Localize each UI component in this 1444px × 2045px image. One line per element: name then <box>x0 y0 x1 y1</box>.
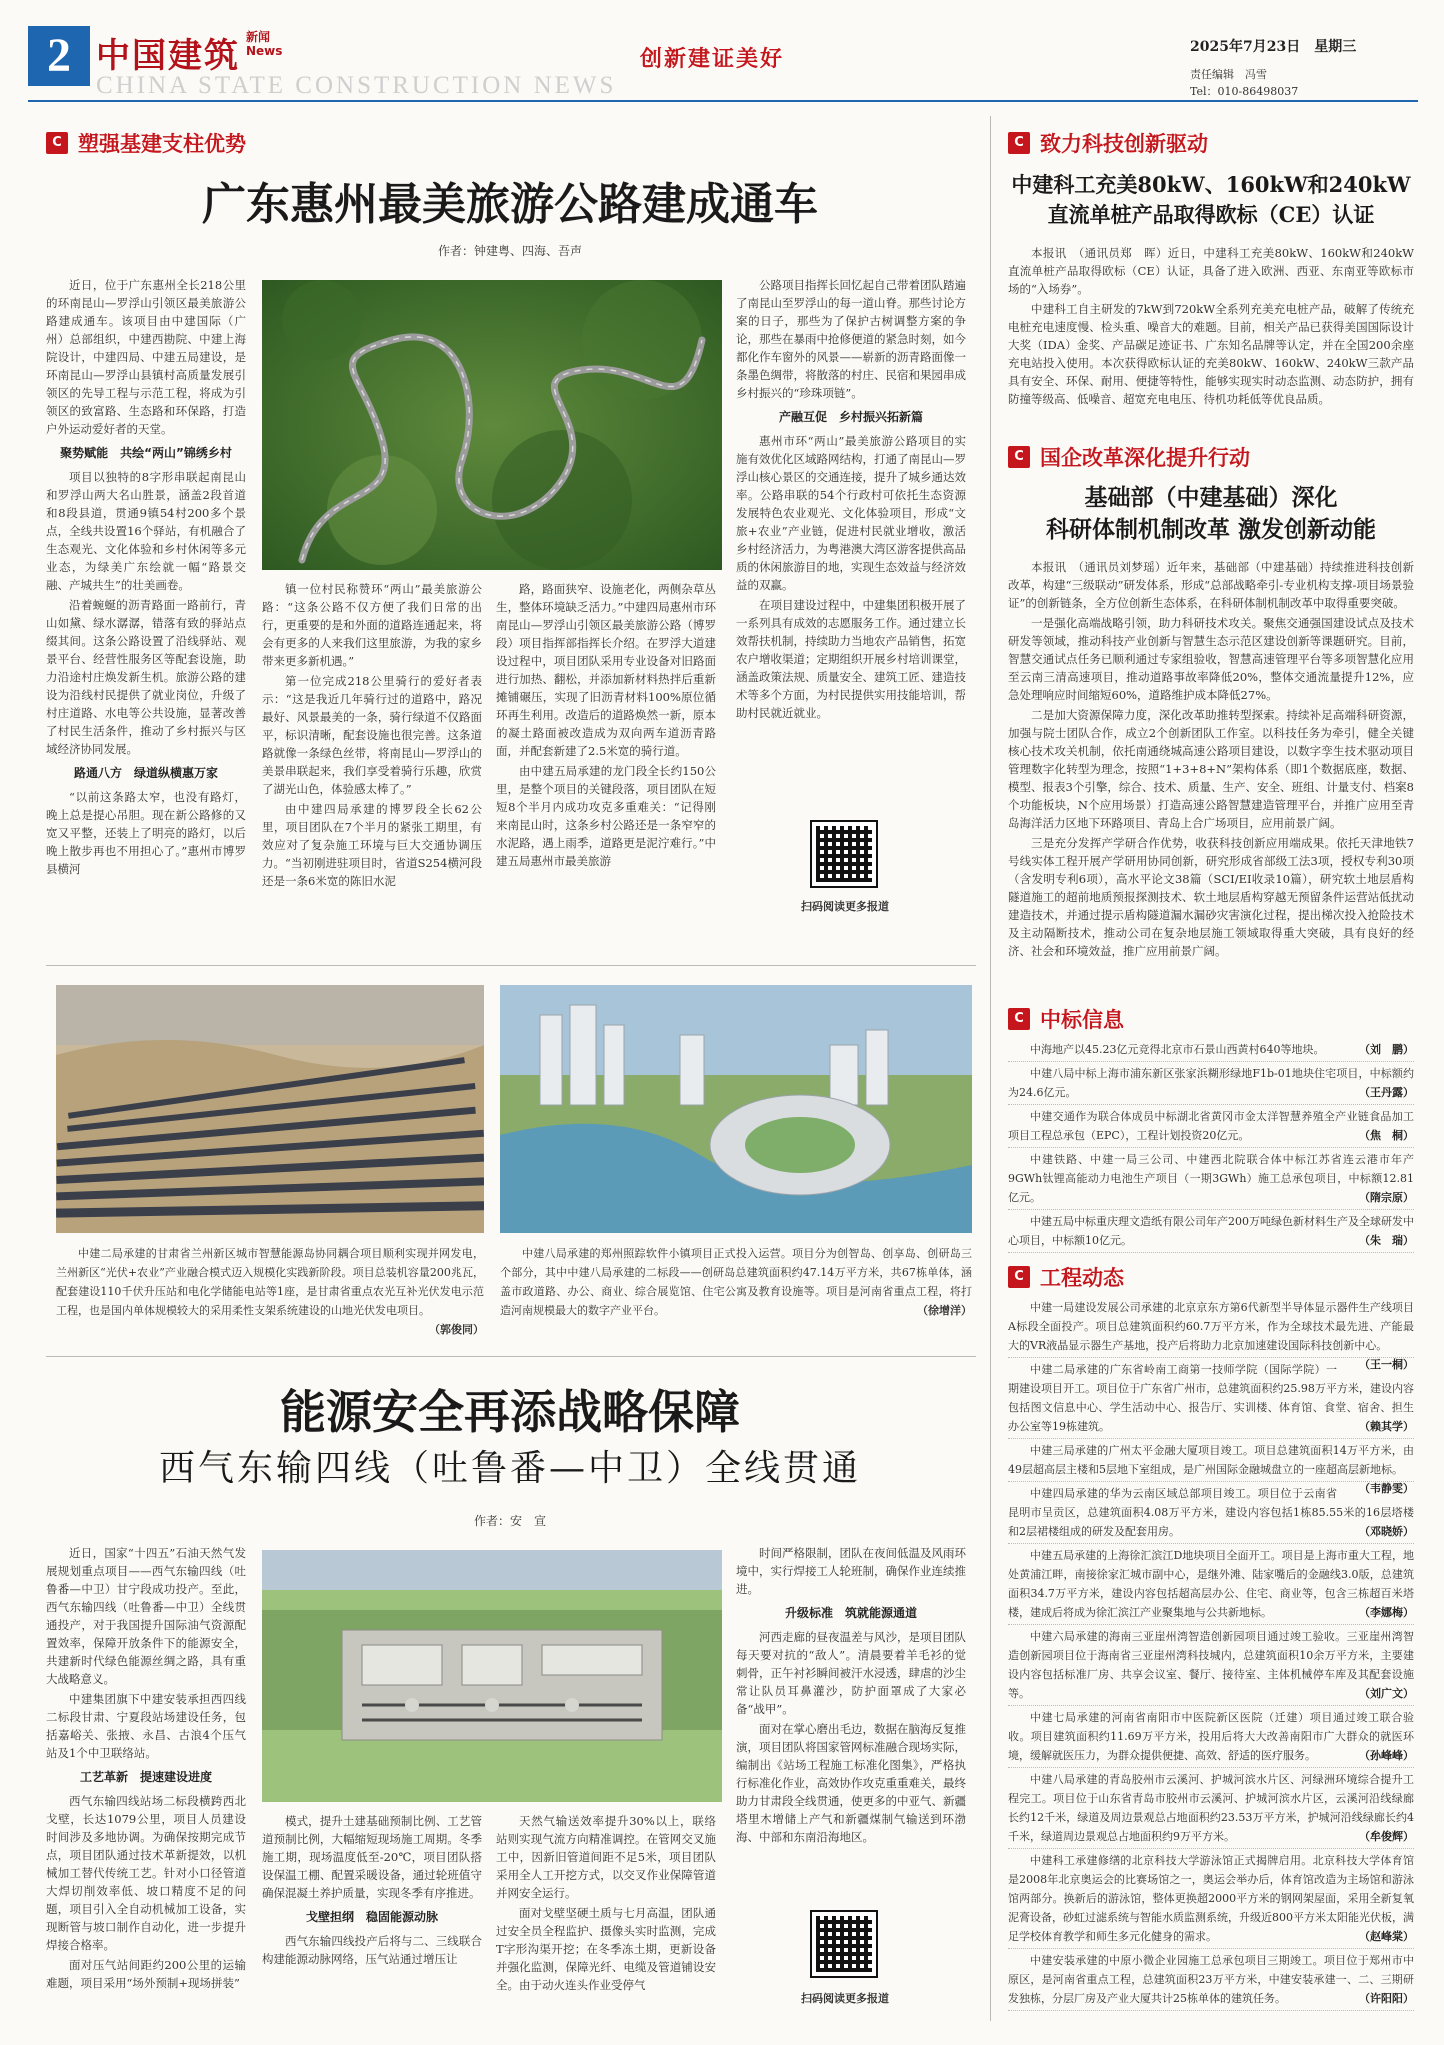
list-item-author: （焦 桐） <box>1359 1129 1414 1142</box>
paragraph: 二是加大资源保障力度，深化改革助推转型探索。持续补足高端科研资源，加强与院士团队合作，成立2个创新团队工作室。以科技任务为牵引，健全关键核心技术攻关机制，依托南通绕城高速公路项目建设，以数字孪生技术驱动项目管理数字化转型为理念，按照“1+3+8+N”架构体系（即1个数据底座，数据、模型、报表3个引擎，综合、技术、质量、生产、安全、班组、计量支付、档案8个功能板块，N个应用场景）打造高速公路智慧建造管理平台，并推广应用至青岛海洋活力区地下环路项目、青岛上合广场项目，应用前景广阔。 <box>1008 708 1414 830</box>
article-column-1 <box>46 1544 246 2024</box>
bid-news-list <box>1008 1040 1414 1268</box>
list-item-text: 中建安装承建的中原小微企业园施工总承包项目三期竣工。项目位于郑州市中原区，是河南省重点工程，总建筑面积23万平方米，中建安装承建一、二、三期研发独栋，分层厂房及产业大厦共计25栋单体的建筑任务。 <box>1008 1954 1414 2005</box>
section-title: 工程动态 <box>1040 1266 1124 1290</box>
compressor-station-image <box>262 1550 722 1802</box>
page-number: 2 <box>28 26 90 86</box>
paragraph: 沿着蜿蜒的沥青路面一路前行，青山如黛、绿水潺潺，错落有致的驿站点缀其间。这条公路设置了沿线驿站、观景平台、经营性服务区等配套设施，助力沿途村庄焕发新生机。旅游公路的建设为沿线村民提供了就业岗位，升级了村庄道路、水电等公共设施，显著改善了村民生活条件，推动了乡村振兴与区域经济协同发展。 <box>46 598 246 756</box>
qr-label: 扫码阅读更多报道 <box>801 1992 889 2005</box>
list-item-text: 中建四局承建的华为云南区域总部项目竣工。项目位于云南省昆明市呈贡区，总建筑面积4.08万平方米，建设内容包括1栋85.55米的16层塔楼和2层裙楼组成的研发及配套用房。 <box>1008 1487 1414 1538</box>
list-item-author: （赵峰棠） <box>1359 1930 1414 1943</box>
gas-station-photo <box>262 1550 722 1802</box>
photo-caption-right <box>500 1244 972 1320</box>
article-column-4 <box>736 276 966 806</box>
paragraph: 公路项目指挥长回忆起自己带着团队踏遍了南昆山至罗浮山的每一道山脊。那些讨论方案的日子，那些为了保护古树调整方案的争论，那些在暴雨中抢修便道的紧急时刻，如今都化作车窗外的风景——崭新的沥青路面像一条墨色绸带，将散落的村庄、民宿和果园串成乡村振兴的“珍珠项链”。 <box>736 278 966 400</box>
winding-road-image <box>262 280 722 570</box>
paragraph: 面对戈壁坚硬土质与七月高温，团队通过安全员全程监护、摄像头实时监测，完成T字形沟渠开挖；在冬季冻土期，更新设备并强化监测，保障光纤、电缆及管道铺设安全。由于动火连头作业受停气 <box>496 1906 716 1992</box>
paragraph: 面对压气站间距约200公里的运输难题，项目采用“场外预制+现场拼装” <box>46 1958 246 1990</box>
paragraph: 由中建五局承建的龙门段全长约150公里，是整个项目的关键段落，项目团队在短短8个半月内成功攻克多重难关：“记得刚来南昆山时，这条乡村公路还是一条窄窄的水泥路，遇上雨季，道路更是泥泞难行。”中建五局惠州市最美旅游 <box>496 764 716 868</box>
campus-buildings-image <box>500 985 972 1233</box>
issue-date: 2025年7月23日 星期三 <box>1190 39 1357 55</box>
section-tag-icon: C <box>1008 1266 1030 1288</box>
list-item-author: （韦静雯） <box>1359 1482 1414 1495</box>
section-header <box>1008 1262 1124 1292</box>
paragraph: 镇一位村民称赞环“两山”最美旅游公路：“这条公路不仅方便了我们日常的出行，更重要的是和外面的道路连通起来，将会有更多的人来我们这里旅游，为我的家乡带来更多新机遇。” <box>262 582 482 668</box>
caption-author: （徐增洋） <box>917 1304 972 1317</box>
list-item-author: （牟俊辉） <box>1359 1830 1414 1843</box>
qr-label: 扫码阅读更多报道 <box>801 900 889 913</box>
qr-code-icon[interactable] <box>812 822 876 886</box>
road-aerial-photo <box>262 280 722 570</box>
article-headline: 广东惠州最美旅游公路建成通车 <box>202 179 818 230</box>
article-headline <box>1004 170 1418 230</box>
paragraph: 近日，位于广东惠州全长218公里的环南昆山—罗浮山引领区最美旅游公路建成通车。该项目由中建国际（广州）总部组织，中建西勘院、中建上海院设计，中建四局、中建五局建设，是环南昆山—罗浮山县镇村高质量发展引领区的先导工程与示范工程，将成为引领区的致富路、生态路和环保路，打造户外运动爱好者的天堂。 <box>46 278 246 436</box>
list-item-text: 中建科工承建修缮的北京科技大学游泳馆正式揭牌启用。北京科技大学体育馆是2008年北京奥运会的比赛场馆之一，奥运会举办后，体育馆改造为主场馆和游泳馆两部分。换新后的游泳馆，整体更换超2000平方米的钢网架屋面，采用全新复氧泥膏设备，砂虹过滤系统与智能水质监测系统，升级近800平方米太阳能光伏板，满足学校体育教学和师生多元化健身的需求。 <box>1008 1854 1414 1943</box>
headline-line: 科研体制机制改革 激发创新动能 <box>1045 516 1376 543</box>
article-column-4 <box>736 1544 966 1894</box>
list-item <box>1008 1150 1414 1210</box>
paragraph: 天然气输送效率提升30%以上，联络站则实现气流方向精准调控。在管网交叉施工中，因新旧管道间距不足5米，项目团队采用全人工开挖方式，以交叉作业保障管道并网安全运行。 <box>496 1814 716 1900</box>
software-town-photo <box>500 985 972 1233</box>
editor-name: 责任编辑 冯雪 <box>1190 68 1267 81</box>
list-item-author: （王一桐） <box>1359 1358 1414 1371</box>
paragraph: 一是强化高端战略引领，助力科研技术攻关。聚焦交通强国建设试点及技术研发等领域，推动科技产业创新与智慧生态示范区建设创新等课题研究。目前，智慧交通试点任务已顺利通过专家组验收，智慧高速管理平台等多项智慧化应用至云南三清高速项目，推动道路事故率降低20%，整体交通流量提升12%，应急处理响应时间缩短60%，道路维护成本降低27%。 <box>1008 616 1414 702</box>
list-item <box>1008 1627 1414 1706</box>
section-title: 国企改革深化提升行动 <box>1040 446 1250 470</box>
list-item-text: 中海地产以45.23亿元竞得北京市石景山西黄村640等地块。 <box>1030 1043 1325 1056</box>
article-column-3 <box>496 1812 716 2022</box>
list-item-text: 中建五局中标重庆理文造纸有限公司年产200万吨绿色新材料生产及全球研发中心项目，中标额10亿元。 <box>1008 1215 1414 1247</box>
section-tag-icon: C <box>1008 446 1030 468</box>
paragraph: 西气东输四线投产后将与二、三线联合构建能源动脉网络，压气站通过增压让 <box>262 1934 482 1966</box>
section-title: 塑强基建支柱优势 <box>78 132 246 156</box>
list-item <box>1008 1107 1414 1148</box>
subheading: 产融互促 乡村振兴拓新篇 <box>778 410 923 424</box>
article-column-3 <box>496 580 716 980</box>
paragraph: 三是充分发挥产学研合作优势，收获科技创新应用端成果。依托天津地铁7号线实体工程开展产学研用协同创新，研究形成省部级工法3项，授权专利30项（含发明专利6项），高水平论文38篇（SCI/EI收录10篇），研究软土地层盾构隧道施工的超前地质预报探测技术、软土地层盾构穿越无预留条件运营站低扰动建造技术，并通过提示盾构隧道漏水漏砂灾害演化过程，提出梯次投入抢险技术及主动隔断技术，推动公司在复杂地层施工领域取得重大突破，具有良好的经济、社会和环境效益，推广应用前景广阔。 <box>1008 836 1414 958</box>
list-item-author: （刘 鹏） <box>1359 1043 1414 1056</box>
list-item-text: 中建三局承建的广州太平金融大厦项目竣工。项目总建筑面积14万平方米，由49层超高层主楼和5层地下室组成，是广州国际金融城盘立的一座超高层新地标。 <box>1008 1444 1414 1476</box>
paragraph: 在项目建设过程中，中建集团积极开展了一系列具有成效的志愿服务工作。通过建立长效帮扶机制，持续助力当地农产品销售，拓宽农户增收渠道；定期组织开展乡村培训课堂，涵盖政策法规、质量安全、建筑工匠、建造技术等多个方面，为村民提供实用技能培训，帮助村民就近就业。 <box>736 598 966 720</box>
article-body <box>1008 558 1414 986</box>
article-subheadline: 西气东输四线（吐鲁番—中卫）全线贯通 <box>158 1448 861 1489</box>
section-tag-icon: C <box>46 132 68 154</box>
paragraph: 中建科工自主研发的7kW到720kW全系列充美充电桩产品，破解了传统充电桩充电速度慢、检头重、噪音大的难题。目前，相关产品已获得美国国际设计大奖（IDA）金奖、产品碳足迹证书、广东知名品牌等认定，并在全国200余座充电站投入使用。本次获得欧标认证的充美80kW、160kW、240kW三款产品具有安全、环保、耐用、便捷等特性，能够实现实时动态监测、动态防护，拥有防撞等级高、低噪音、超宽充电电压、待机功耗低等优良品质。 <box>1008 302 1414 406</box>
article-headline <box>1004 482 1418 546</box>
list-item-text: 中建八局中标上海市浦东新区张家浜糊形绿地F1b-01地块住宅项目，中标额约为24.6亿元。 <box>1008 1067 1414 1099</box>
list-item-author: （赖其学） <box>1359 1420 1414 1433</box>
masthead-rule <box>28 100 1418 102</box>
article-byline: 作者：钟建粤、四海、吾声 <box>437 244 582 258</box>
section-tag-icon: C <box>1008 1008 1030 1030</box>
headline-line: 基础部（中建基础）深化 <box>1084 484 1338 511</box>
subheading: 工艺革新 提速建设进度 <box>79 1770 212 1784</box>
section-separator <box>46 965 976 966</box>
page-slogan: 创新建证美好 <box>640 46 785 72</box>
project-news-list <box>1008 1298 1414 2028</box>
list-item-author: （刘广文） <box>1359 1687 1414 1700</box>
caption-text: 中建二局承建的甘肃省兰州新区城市智慧能源岛协同耦合项目顺利实现并网发电，兰州新区“光伏+农业”产业融合模式迈入规模化实践新阶段。项目总装机容量200兆瓦，配套建设110千伏升压站和电化学储能电站等1座，是甘肃省重点农光互补光伏发电示范工程，也是国内单体规模较大的采用柔性支架系统建设的山地光伏发电项目。 <box>56 1247 484 1317</box>
paper-news-mark: 新闻 News <box>246 30 283 58</box>
list-item-author: （隋宗原） <box>1359 1191 1414 1204</box>
qr-code-icon[interactable] <box>812 1912 876 1976</box>
paragraph: 河西走廊的昼夜温差与风沙，是项目团队每天要对抗的“敌人”。清晨要着羊毛衫的觉刺骨，正午衬衫瞬间被汗水浸透，肆虐的沙尘常让队员耳鼻灌沙，防护面罩成了大家必备“战甲”。 <box>736 1630 966 1716</box>
list-item-author: （邓晓娇） <box>1359 1525 1414 1538</box>
paragraph: 路，路面狭窄、设施老化，两侧杂草丛生，整体环境缺乏活力。”中建四局惠州市环南昆山—罗浮山引领区最美旅游公路（博罗段）项目指挥部指挥长介绍。在罗浮大道建设过程中，项目团队采用专业设备对旧路面进行加热、翻松，并添加新材料热拌后重新摊铺碾压，实现了旧沥青材料100%原位循环再生利用。改造后的道路焕然一新，原本的凝土路面被改造成为双向两车道沥青路面，并配套新建了2.5米宽的骑行道。 <box>496 582 716 758</box>
list-item-author: （王丹露） <box>1359 1086 1414 1099</box>
section-tag-icon: C <box>1008 132 1030 154</box>
list-item-text: 中建六局承建的海南三亚崖州湾智造创新园项目通过竣工验收。三亚崖州湾智造创新园项目位于海南省三亚崖州湾科技城内，总建筑面积10余万平方米，主要建设内容包括标准厂房、共享会议室、餐厅、接待室、主体机械停车库及其配套设施等。 <box>1008 1630 1414 1700</box>
section-title: 中标信息 <box>1040 1008 1124 1032</box>
article-headline: 能源安全再添战略保障 <box>280 1385 740 1439</box>
article-column-1 <box>46 276 246 976</box>
list-item <box>1008 1851 1414 1949</box>
solar-panels-image <box>56 985 484 1233</box>
list-item-author: （许阳阳） <box>1359 1992 1414 2005</box>
article-byline: 作者：安 宣 <box>473 1514 546 1528</box>
article-body <box>1008 244 1414 440</box>
list-item-author: （孙峰峰） <box>1359 1749 1414 1762</box>
list-item <box>1008 1064 1414 1105</box>
section-separator <box>46 1356 976 1357</box>
list-item <box>1008 1441 1414 1495</box>
paragraph: 西气东输四线站场二标段横跨西北戈壁，长达1079公里，项目人员建设时间涉及多地协调。为确保按期完成节点，项目团队通过技术革新提效，以机械加工替代传统工艺。针对小口径管道大焊切削效率低、坡口精度不足的问题，项目引入全自动机械加工设备，实现断管与坡口制作自动化，进一步提升焊接合格率。 <box>46 1794 246 1952</box>
paragraph: 由中建四局承建的博罗段全长62公里，项目团队在7个半月的紧张工期里，有效应对了复杂施工环境与巨大交通协调压力。“当初刚进驻项目时，省道S254横河段还是一条6米宽的陈旧水泥 <box>262 802 482 888</box>
list-item <box>1008 1546 1414 1625</box>
list-item-author: （李娜梅） <box>1359 1606 1414 1619</box>
headline-line: 中建科工充美80kW、160kW和240kW <box>1011 172 1411 197</box>
paragraph: 近日，国家“十四五”石油天然气发展规划重点项目——西气东输四线（吐鲁番—中卫）甘宁段成功投产。至此，西气东输四线（吐鲁番—中卫）全线贯通投产，对于我国提升国际油气资源配置效率，保障开放条件下的能源安全，共建新时代绿色能源丝绸之路，具有重大战略意义。 <box>46 1546 246 1686</box>
paragraph: 模式，提升土建基础预制比例、工艺管道预制比例，大幅缩短现场施工周期。冬季施工期，现场温度低至-20℃，项目团队搭设保温工棚、配置采暖设备，通过轮班值守确保混凝土养护质量，实现冬季有序推进。 <box>262 1814 482 1900</box>
list-item <box>1008 1770 1414 1849</box>
subheading: 聚势赋能 共绘“两山”锦绣乡村 <box>60 446 232 460</box>
paragraph: 本报讯 （通讯员刘梦瑶）近年来，基础部（中建基础）持续推进科技创新改革，构建“三级联动”研发体系，形成“总部战略牵引-专业机构支撑-项目场景验证”的创新链条，全方位创新生态体系，在科研体制机制改革中取得重要突破。 <box>1008 560 1414 610</box>
subheading: 路通八方 绿道纵横惠万家 <box>73 766 218 780</box>
paragraph: 惠州市环“两山”最美旅游公路项目的实施有效优化区域路网结构，打通了南昆山—罗浮山核心景区的交通连接，提升了城乡通达效率。公路串联的54个行政村可依托生态资源发展特色农业观光、文化体验项目，形成“文旅+农业”产业链，促进村民就业增收，激活乡村经济活力，为粤港澳大湾区游客提供高品质的休闲旅游目的地，实现生态效益与经济效益的双赢。 <box>736 434 966 592</box>
paragraph: 项目以独特的8字形串联起南昆山和罗浮山两大名山胜景，涵盖2段首道和8段县道，贯通9镇54村200多个景点，全线共设置16个驿站，有机融合了生态观光、文化体验和乡村休闲等多元业态，为绿美广东绘就一幅“路景交融、产城共生”的壮美画卷。 <box>46 470 246 592</box>
list-item-text: 中建一局建设发展公司承建的北京京东方第6代新型半导体显示器件生产线项目A标段全面投产。项目总建筑面积约60.7万平方米，作为全球技术最先进、产能最大的VR液晶显示器生产基地，投产后将助力北京加速建设国际科技创新中心。 <box>1008 1301 1414 1352</box>
solar-farm-photo <box>56 985 484 1233</box>
paragraph: 中建集团旗下中建安装承担西四线二标段甘肃、宁夏段站场建设任务，包括嘉峪关、张掖、永昌、古浪4个压气站及1个中卫联络站。 <box>46 1692 246 1760</box>
paragraph: “以前这条路太窄，也没有路灯，晚上总是提心吊胆。现在新公路修的又宽又平整，还装上了明亮的路灯，以后晚上散步再也不用担心了。”惠州市博罗县横河 <box>46 790 246 876</box>
caption-text: 中建八局承建的郑州照踪软件小镇项目正式投入运营。项目分为创智岛、创享岛、创研岛三个部分，其中中建八局承建的二标段——创研岛总建筑面积约47.14万平方米，共67栋单体，涵盖市政道路、办公、商业、综合展览馆、住宅公寓及教育设施等。项目是河南省重点工程，将打造河南规模最大的数字产业平台。 <box>500 1247 972 1317</box>
paragraph: 时间严格限制，团队在夜间低温及风雨环境中，实行焊接工人轮班制，确保作业连续推进。 <box>736 1546 966 1596</box>
section-header <box>1008 128 1208 158</box>
section-title: 致力科技创新驱动 <box>1040 132 1208 156</box>
list-item <box>1008 1708 1414 1768</box>
paragraph: 第一位完成218公里骑行的爱好者表示：“这是我近几年骑行过的道路中，路况最好、风景最美的一条，骑行绿道不仅路面平，标识清晰，配套设施也很完善。这条道路就像一条绿色丝带，将南昆山—罗浮山的美景串联起来，我们享受着骑行乐趣，欣赏了湖光山色，体验感太棒了。” <box>262 674 482 796</box>
list-item-text: 中建七局承建的河南省南阳市中医院新区医院（迁建）项目通过竣工联合验收。项目建筑面积约11.69万平方米，投用后将大大改善南阳市广大群众的就医环境，缓解就医压力，为群众提供便捷、高效、舒适的医疗服务。 <box>1008 1711 1414 1762</box>
paper-name: 中国建筑 <box>96 36 240 76</box>
editor-info <box>1190 66 1298 100</box>
paper-name-en: CHINA STATE CONSTRUCTION NEWS <box>96 72 617 99</box>
headline-line: 直流单桩产品取得欧标（CE）认证 <box>1047 202 1375 227</box>
article-column-2 <box>262 580 482 980</box>
subheading: 戈壁担纲 稳固能源动脉 <box>305 1910 438 1924</box>
subheading: 升级标准 筑就能源通道 <box>784 1606 917 1620</box>
list-item-text: 中建二局承建的广东省岭南工商第一技师学院（国际学院）一期建设项目开工。项目位于广东省广州市，总建筑面积约25.98万平方米，建设内容包括图文信息中心、学生活动中心、报告厅、实训楼、体育馆、食堂、宿舍、担生办公室等19栋建筑。 <box>1008 1363 1414 1433</box>
section-header <box>46 128 246 158</box>
list-item-text: 中建八局承建的青岛胶州市云溪河、护城河滨水片区、河绿洲环境综合提升工程完工。项目位于山东省青岛市胶州市云溪河、护城河滨水片区，云溪河沿线绿廊长约12千米，绿道及周边景观总占地面积约23.53万平方米，护城河沿线绿廊长约4千米，绿道周边景观总占地面积约9万平方米。 <box>1008 1773 1414 1843</box>
section-header <box>1008 1004 1124 1034</box>
caption-author: （郭俊同） <box>429 1323 484 1336</box>
photo-caption-left <box>56 1244 484 1339</box>
list-item-text: 中建铁路、中建一局三公司、中建西北院联合体中标江苏省连云港市年产9GWh钛锂高能动力电池生产项目（一期3GWh）施工总承包项目，中标额12.81亿元。 <box>1008 1153 1414 1204</box>
paragraph: 面对在掌心磨出毛边，数据在脑海反复推演，项目团队将国家管网标准融合现场实际，编制出《站场工程施工标准化图集》，严格执行标准化作业，高效协作攻克重重难关，最终助力甘肃段全线贯通，使更多的中亚气、新疆塔里木增储上产气和新疆煤制气输送到环渤海、中部和东南沿海地区。 <box>736 1722 966 1844</box>
list-item <box>1008 1298 1414 1371</box>
editor-tel: Tel：010-86498037 <box>1190 85 1299 98</box>
list-item <box>1008 1951 1414 2011</box>
column-divider <box>990 116 991 2021</box>
list-item <box>1008 1040 1414 1062</box>
paragraph: 本报讯 （通讯员郑 晖）近日，中建科工充美80kW、160kW和240kW直流单桩产品取得欧标（CE）认证，具备了进入欧洲、西亚、东南亚等欧标市场的“入场券”。 <box>1008 246 1414 296</box>
section-header <box>1008 442 1250 472</box>
list-item-author: （朱 瑞） <box>1359 1234 1414 1247</box>
list-item-text: 中建五局承建的上海徐汇滨江D地块项目全面开工。项目是上海市重大工程，地处黄浦江畔，南接徐家汇城市副中心，是继外滩、陆家嘴后的金融线3.0版，总建筑面积34.7万平方米，建设内容包括超高层办公、住宅、商业等，包含三栋超百米塔楼，建成后将成为徐汇滨江产业聚集地与公共新地标。 <box>1008 1549 1414 1619</box>
list-item <box>1008 1212 1414 1253</box>
list-item-text: 中建交通作为联合体成员中标湖北省黄冈市金太洋智慧养殖全产业链食品加工项目工程总承包（EPC），工程计划投资20亿元。 <box>1008 1110 1414 1142</box>
article-column-2 <box>262 1812 482 2022</box>
